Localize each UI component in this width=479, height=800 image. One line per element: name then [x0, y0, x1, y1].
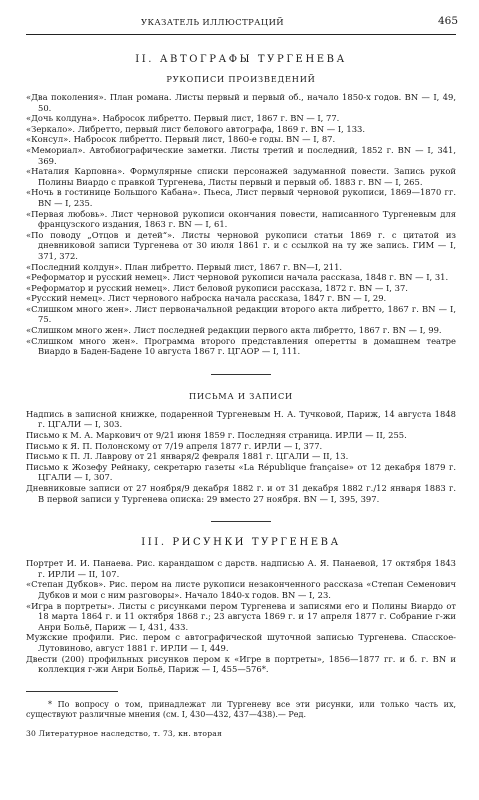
- list-item: «Слишком много жен». Лист первоначальной редакции второго акта либретто, 1867 г. BN — I, 75.: [26, 303, 456, 325]
- list-item: «Слишком много жен». Программа второго представления оперетты в домашнем театре Виардо в Баден-Бадене 10 августа 1867 г. ЦГАОР — I, 111.: [26, 335, 456, 357]
- list-item: Надпись в записной книжке, подаренной Тургеневым Н. А. Тучковой, Париж, 14 августа 1848 г. ЦГАЛИ — I, 303.: [26, 408, 456, 430]
- running-head: УКАЗАТЕЛЬ ИЛЛЮСТРАЦИЙ: [141, 17, 284, 27]
- letters-list: [26, 409, 456, 504]
- list-item: Дневниковые записи от 27 ноября/9 декабря 1882 г. и от 31 декабря 1882 г./12 января 1883 г. В первой записи у Тургенева описка: 29 вместо 27 ноября. BN — I, 395, 397.: [26, 483, 456, 504]
- subsection-title-manuscripts: РУКОПИСИ ПРОИЗВЕДЕНИЙ: [166, 74, 316, 84]
- footnote: * По вопросу о том, принадлежат ли Тургеневу все эти рисунки, или только часть их, существуют различные мнения (см. I, 430—432, 437—438).— Ред.: [26, 699, 456, 720]
- list-item: «Русский немец». Лист чернового наброска начала рассказа, 1847 г. BN — I, 29.: [26, 293, 387, 304]
- list-item: Письмо к Я. П. Полонскому от 7/19 апреля 1877 г. ИРЛИ — I, 377.: [26, 440, 323, 451]
- list-item: Письмо к М. А. Маркович от 9/21 июня 1859 г. Последняя страница. ИРЛИ — II, 255.: [26, 430, 407, 441]
- list-item: Двести (200) профильных рисунков пером к «Игре в портреты», 1856—1877 гг. и б. г. BN и коллекция г-жи Анри Больё, Париж — I, 455—576*.: [26, 653, 456, 675]
- section-title-autographs: II. АВТОГРАФЫ ТУРГЕНЕВА: [135, 54, 347, 65]
- list-item: «Мемориал». Автобиографические заметки. Листы третий и последний, 1852 г. BN — I, 341, 369.: [26, 144, 456, 166]
- list-item: «Зеркало». Либретто, первый лист белового автографа, 1869 г. BN — I, 133.: [26, 123, 366, 134]
- section-divider: [211, 521, 271, 522]
- list-item: «Степан Дубков». Рис. пером на листе рукописи незаконченного рассказа «Степан Семенович Дубков и мои с ним разговоры». Начало 1840-х годов. BN — I, 23.: [26, 579, 456, 600]
- list-item: «Слишком много жен». Лист последней редакции первого акта либретто, 1867 г. BN — I, 99.: [26, 325, 442, 336]
- page-header: [26, 14, 456, 35]
- footnote-divider: [26, 691, 118, 692]
- drawings-list: [26, 558, 456, 675]
- section-title-drawings: III. РИСУНКИ ТУРГЕНЕВА: [141, 537, 341, 549]
- list-item: «Реформатор и русский немец». Лист беловой рукописи рассказа, 1872 г. BN — I, 37.: [26, 282, 408, 293]
- list-item: «По поводу „Отцов и детей“». Листы черновой рукописи статьи 1869 г. с цитатой из дневниковой записи Тургенева от 30 июля 1861 г. и с ссылкой на ту же запись. ГИМ — I, 371, 372.: [26, 229, 456, 261]
- section-divider: [211, 374, 271, 375]
- page: [26, 14, 456, 738]
- list-item: Мужские профили. Рис. пером с автографической шуточной записью Тургенева. Спасское-Лутовиново, август 1881 г. ИРЛИ — I, 449.: [26, 632, 456, 653]
- list-item: «Ночь в гостинице Большого Кабана». Пьеса, Лист первый черновой рукописи, 1869—1870 гг. BN — I, 235.: [26, 187, 456, 208]
- list-item: Письмо к П. Л. Лаврову от 21 января/2 февраля 1881 г. ЦГАЛИ — II, 13.: [26, 451, 349, 462]
- list-item: «Консул». Набросок либретто. Первый лист, 1860-е годы. BN — I, 87.: [26, 134, 336, 145]
- list-item: «Игра в портреты». Листы с рисунками пером Тургенева и записями его и Полины Виардо от 18 марта 1864 г. и 11 октября 1868 г.; 23 августа 1869 г. и 17 апреля 1877 г. Собрание г-жи Анри Больё, Париж — I, 431, 433.: [26, 600, 456, 632]
- manuscripts-list: [26, 92, 456, 357]
- list-item: «Дочь колдуна». Набросок либретто. Первый лист, 1867 г. BN — I, 77.: [26, 113, 340, 124]
- printer-signature: 30 Литературное наследство, т. 73, кн. вторая: [26, 728, 222, 738]
- page-number: 465: [437, 15, 458, 27]
- list-item: «Наталия Карповна». Формулярные списки персонажей задуманной повести. Запись рукой Полины Виардо с правкой Тургенева, Листы первый и первый об. 1883 г. BN — I, 265.: [26, 166, 456, 187]
- list-item: «Первая любовь». Лист черновой рукописи окончания повести, написанного Тургеневым для французского издания, 1863 г. BN — I, 61.: [26, 208, 456, 230]
- subsection-title-letters: ПИСЬМА И ЗАПИСИ: [189, 390, 293, 401]
- list-item: Портрет И. И. Панаева. Рис. карандашом с дарств. надписью А. Я. Панаевой, 17 октября 1843 г. ИРЛИ — II, 107.: [26, 558, 456, 579]
- list-item: «Реформатор и русский немец». Лист черновой рукописи начала рассказа, 1848 г. BN — I, 31.: [26, 272, 449, 283]
- list-item: «Два поколения». План романа. Листы первый и первый об., начало 1850-х годов. BN — I, 49, 50.: [26, 92, 456, 113]
- list-item: «Последний колдун». План либретто. Первый лист, 1867 г. BN—I, 211.: [26, 261, 343, 272]
- list-item: Письмо к Жозефу Рейнаку, секретарю газеты «La République française» от 12 декабря 1879 г. ЦГАЛИ — I, 307.: [26, 461, 456, 483]
